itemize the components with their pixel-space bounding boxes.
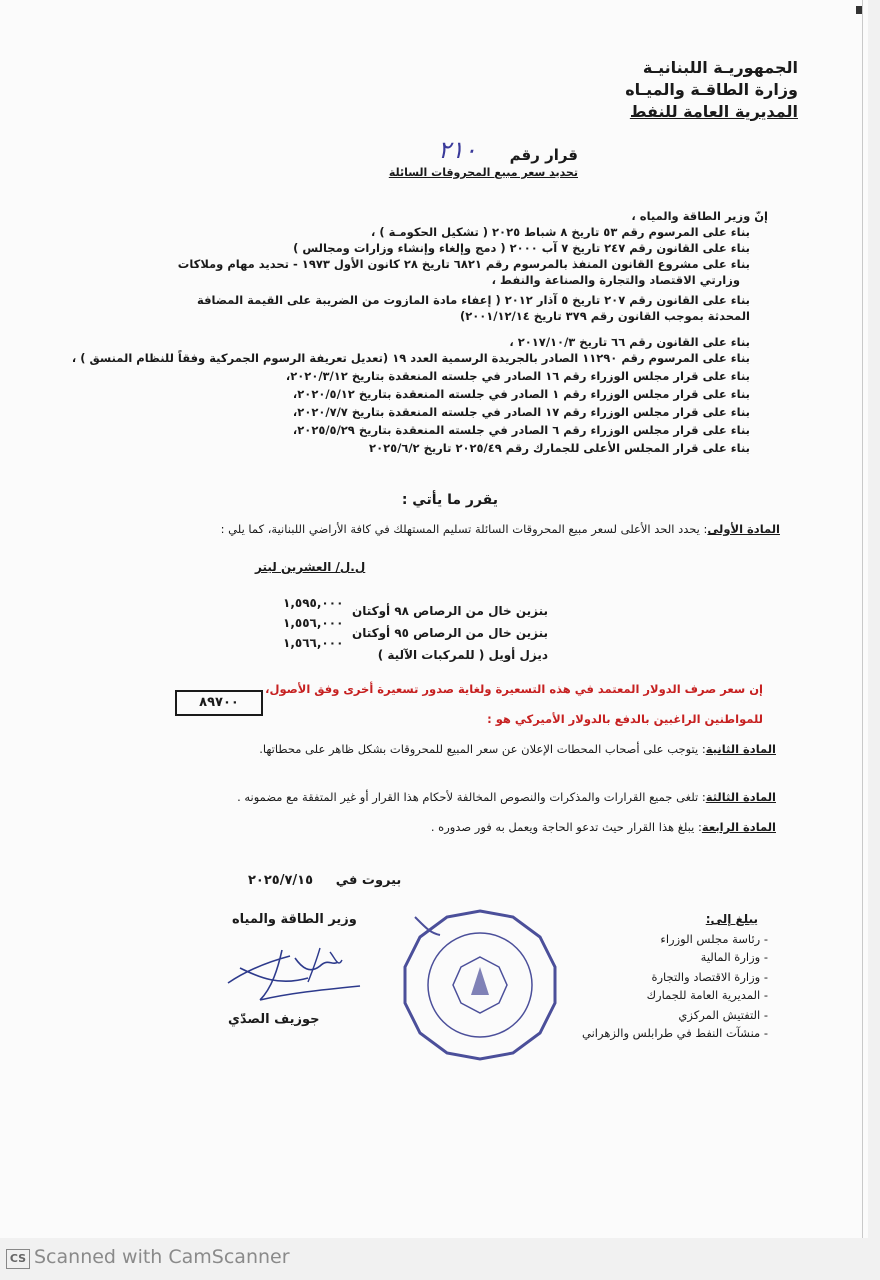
preamble-line: بناء على المرسوم رقم ٥٣ تاريخ ٨ شباط ٢٠٢٥ ( تشكيل الحكومـة ) ،: [370, 225, 750, 239]
fuel-name: ديزل أويل ( للمركبات الآلية ): [377, 648, 548, 662]
distribution-item: - منشآت النفط في طرابلس والزهراني: [582, 1026, 768, 1040]
preamble-line: بناء على قرار مجلس الوزراء رقم ١٦ الصادر في جلسته المنعقدة بتاريخ ٢٠٢٠/٣/١٢،: [285, 369, 750, 383]
exchange-rate-note: للمواطنين الراغبين بالدفع بالدولار الأميركي هو :: [487, 712, 763, 726]
article-2: [259, 742, 776, 756]
article-4-text: : يبلغ هذا القرار حيث تدعو الحاجة ويعمل به فور صدوره .: [430, 820, 702, 834]
preamble-line: بناء على مشروع القانون المنفذ بالمرسوم رقم ٦٨٢١ تاريخ ٢٨ كانون الأول ١٩٧٣ - تحديد مهام وملاكات: [177, 257, 750, 271]
exchange-rate-box: [175, 690, 263, 716]
distribution-item: - المديرية العامة للجمارك: [646, 988, 768, 1002]
distribution-item: - التفتيش المركزي: [678, 1008, 768, 1022]
price-unit: ل.ل/ العشرين ليتر: [255, 560, 366, 574]
distribution-item: - وزارة الاقتصاد والتجارة: [651, 970, 768, 984]
decides-heading: يقرر ما يأتي :: [401, 492, 498, 508]
distribution-heading: يبلغ إلى:: [705, 912, 758, 926]
page-edge-line: [862, 0, 863, 1238]
decision-subtitle: تحديد سعر مبيع المحروقات السائلة: [388, 166, 578, 179]
preamble-line: بناء على قرار مجلس الوزراء رقم ١٧ الصادر في جلسته المنعقدة بتاريخ ٢٠٢٠/٧/٧،: [292, 405, 750, 419]
preamble-line: بناء على القانون رقم ٢٠٧ تاريخ ٥ آذار ٢٠١٢ ( إعفاء مادة المازوت من الضريبة على القيمة المضافة: [197, 293, 750, 307]
fuel-name: بنزين خال من الرصاص ٩٨ أوكتان: [351, 604, 548, 618]
preamble-line: بناء على قرار المجلس الأعلى للجمارك رقم ٢٠٢٥/٤٩ تاريخ ٢٠٢٥/٦/٢: [369, 441, 750, 455]
page-corner-mark: [856, 6, 862, 14]
minister-name: جوزيف الصدّي: [228, 1012, 320, 1027]
article-3-text: : تلغى جميع القرارات والمذكرات والنصوص المخالفة لأحكام هذا القرار أو غير المتفقة مع مضمونه .: [237, 790, 706, 804]
article-4-label: المادة الرابعة: [701, 820, 776, 834]
minister-title: وزير الطاقة والمياه: [232, 912, 357, 927]
decision-number-label: قرار رقم: [509, 146, 578, 164]
preamble-line: وزارتي الاقتصاد والتجارة والصناعة والنفط ،: [491, 273, 740, 287]
directorate-name: المديرية العامة للنفط: [629, 102, 798, 121]
article-4: [431, 820, 776, 834]
preamble-line: المحدثة بموجب القانون رقم ٣٧٩ تاريخ ٢٠٠١/١٢/١٤): [459, 309, 750, 323]
price-value: ١,٥٥٦,٠٠٠: [283, 616, 344, 630]
preamble-line: إنّ وزير الطاقة والمياه ،: [631, 209, 768, 223]
price-value: ١,٥٦٦,٠٠٠: [283, 636, 344, 650]
scanner-watermark: Scanned with CamScanner: [34, 1246, 290, 1268]
official-stamp: [395, 905, 565, 1065]
article-1-label: المادة الأولى: [707, 522, 780, 536]
fuel-name: بنزين خال من الرصاص ٩٥ أوكتان: [351, 626, 548, 640]
distribution-item: - وزارة المالية: [700, 950, 768, 964]
article-2-text: : يتوجب على أصحاب المحطات الإعلان عن سعر المبيع للمحروقات بشكل ظاهر على محطاتها.: [259, 742, 706, 756]
preamble-line: بناء على المرسوم رقم ١١٢٩٠ الصادر بالجريدة الرسمية العدد ١٩ (تعديل تعريفة الرسوم الجمركية وفقاً للنظام المنسق ) ،: [71, 351, 750, 365]
article-3: [237, 790, 776, 804]
article-3-label: المادة الثالثة: [705, 790, 776, 804]
article-1: [221, 522, 780, 536]
camscanner-logo-icon: CS: [6, 1249, 30, 1269]
preamble-line: بناء على قرار مجلس الوزراء رقم ١ الصادر في جلسته المنعقدة بتاريخ ٢٠٢٠/٥/١٢،: [292, 387, 750, 401]
handwritten-signature: [220, 938, 380, 1008]
date-line: [248, 873, 401, 888]
article-1-text: : يحدد الحد الأعلى لسعر مبيع المحروقات السائلة تسليم المستهلك في كافة الأراضي اللبنانية، كما يلي :: [220, 522, 708, 536]
date-value: ٢٠٢٥/٧/١٥: [248, 873, 314, 888]
decision-number-handwritten: ٢١٠: [438, 136, 477, 164]
article-2-label: المادة الثانية: [705, 742, 776, 756]
price-value: ١,٥٩٥,٠٠٠: [283, 596, 344, 610]
preamble-line: بناء على القانون رقم ٢٤٧ تاريخ ٧ آب ٢٠٠٠ ( دمج وإلغاء وإنشاء وزارات ومجالس ): [293, 241, 750, 255]
exchange-rate-note: إن سعر صرف الدولار المعتمد في هذه التسعيرة ولغاية صدور تسعيرة أخرى وفق الأصول،: [265, 682, 763, 696]
distribution-item: - رئاسة مجلس الوزراء: [660, 932, 768, 946]
ministry-name: وزارة الطاقـة والميـاه: [625, 80, 798, 99]
preamble-line: بناء على القانون رقم ٦٦ تاريخ ٢٠١٧/١٠/٣ ،: [509, 335, 750, 349]
exchange-rate-value: ٨٩٧٠٠: [199, 695, 239, 710]
preamble-line: بناء على قرار مجلس الوزراء رقم ٦ الصادر في جلسته المنعقدة بتاريخ ٢٠٢٥/٥/٢٩،: [292, 423, 750, 437]
republic-name: الجمهوريـة اللبنانيـة: [642, 58, 798, 77]
date-place: بيروت في: [335, 873, 402, 888]
